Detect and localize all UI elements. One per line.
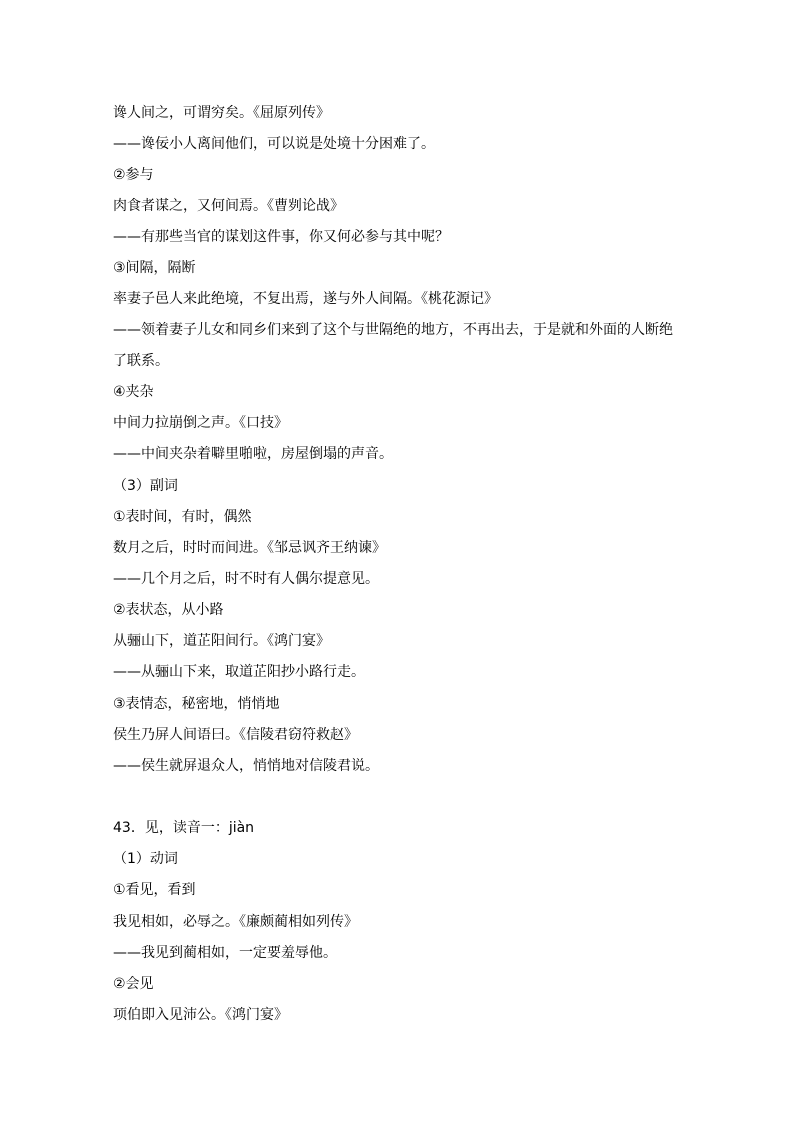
text-line: （3）副词 bbox=[113, 478, 178, 494]
text-line: ——从骊山下来，取道芷阳抄小路行走。 bbox=[113, 664, 365, 680]
text-line: ①看见，看到 bbox=[113, 882, 196, 898]
text-line: 肉食者谋之，又何间焉。《曹刿论战》 bbox=[113, 198, 344, 214]
text-line: ①表时间，有时，偶然 bbox=[113, 509, 252, 525]
text-line: ②表状态，从小路 bbox=[113, 602, 224, 618]
text-line: ——侯生就屏退众人，悄悄地对信陵君说。 bbox=[113, 758, 379, 774]
text-line: （1）动词 bbox=[113, 851, 178, 867]
text-line: ——谗佞小人离间他们，可以说是处境十分困难了。 bbox=[113, 136, 435, 152]
text-line: ③表情态，秘密地，悄悄地 bbox=[113, 696, 280, 712]
text-line: ②会见 bbox=[113, 976, 154, 992]
text-line: 率妻子邑人来此绝境，不复出焉，遂与外人间隔。《桃花源记》 bbox=[113, 291, 498, 307]
text-line: ②参与 bbox=[113, 167, 154, 183]
text-line: ③间隔，隔断 bbox=[113, 260, 196, 276]
text-line: 中间力拉崩倒之声。《口技》 bbox=[113, 415, 288, 431]
text-line: ——有那些当官的谋划这件事，你又何必参与其中呢？ bbox=[113, 229, 449, 245]
text-line: ④夹杂 bbox=[113, 384, 154, 400]
text-line: 我见相如，必辱之。《廉颇蔺相如列传》 bbox=[113, 914, 358, 930]
text-line: 从骊山下，道芷阳间行。《鸿门宴》 bbox=[113, 633, 330, 649]
text-line: 谗人间之，可谓穷矣。《屈原列传》 bbox=[113, 105, 330, 121]
text-line: ——领着妻子儿女和同乡们来到了这个与世隔绝的地方，不再出去，于是就和外面的人断绝 bbox=[113, 322, 673, 338]
text-line: 项伯即入见沛公。《鸿门宴》 bbox=[113, 1007, 288, 1023]
text-line: 了联系。 bbox=[113, 353, 169, 369]
section-heading: 43．见，读音一：jiàn bbox=[113, 820, 255, 836]
text-line: ——我见到蔺相如，一定要羞辱他。 bbox=[113, 945, 337, 961]
text-line: 侯生乃屏人间语曰。《信陵君窃符救赵》 bbox=[113, 727, 358, 743]
text-line: ——几个月之后，时不时有人偶尔提意见。 bbox=[113, 571, 379, 587]
text-line: ——中间夹杂着噼里啪啦，房屋倒塌的声音。 bbox=[113, 446, 393, 462]
text-line: 数月之后，时时而间进。《邹忌讽齐王纳谏》 bbox=[113, 540, 386, 556]
